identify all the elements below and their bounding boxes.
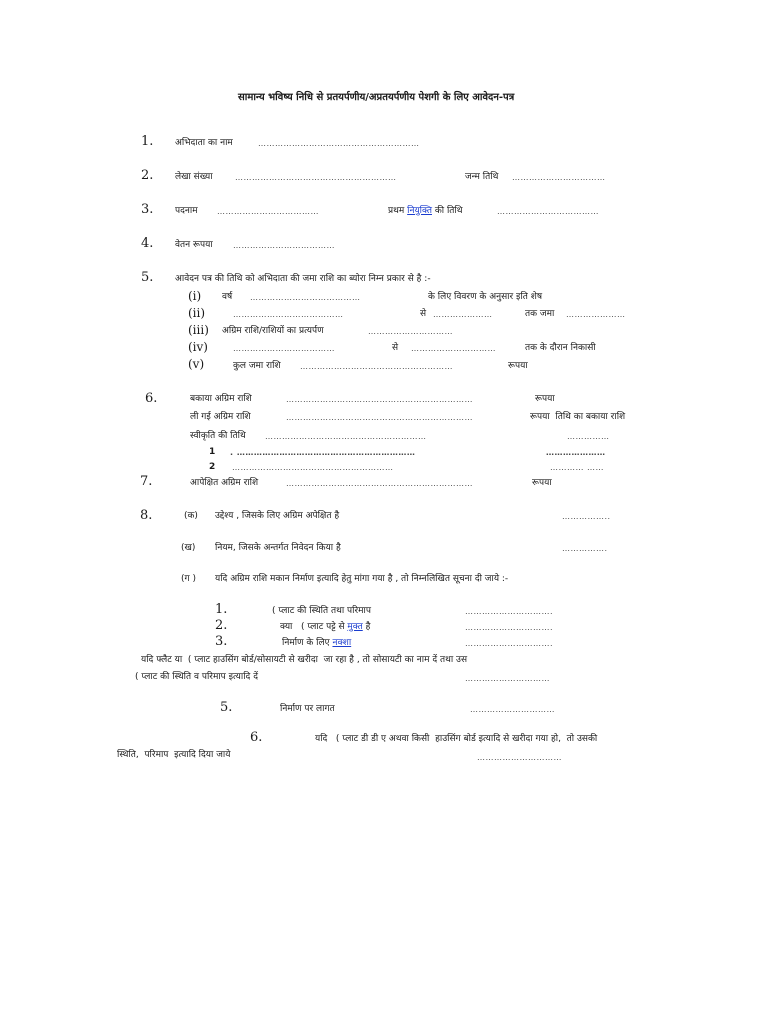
form-title: सामान्य भविष्य निधि से प्रतयर्पणीय/अप्रतयर्पणीय पेशगी के लिए आवेदन-पत्र — [238, 92, 515, 103]
item-number: 4. — [141, 236, 154, 251]
roman-numeral: (iv) — [188, 340, 208, 354]
sub-field-1[interactable]: . ……………………………………………………… — [230, 448, 416, 457]
item-number: 2. — [141, 168, 154, 183]
year-label: वर्ष — [222, 292, 233, 302]
subscriber-name-field[interactable]: ………………………………………………… — [258, 139, 420, 148]
sub-field-2b[interactable]: ………… …… — [550, 463, 605, 472]
rupees-label: रूपया — [508, 361, 528, 371]
rule-label: नियम, जिसके अन्तर्गत निवेदन किया है — [215, 543, 341, 553]
item-number: 5. — [220, 700, 233, 715]
refund-label: अग्रिम राशि/राशियों का प्रत्यर्पण — [222, 326, 324, 336]
plot-details-field[interactable]: ………………………… — [465, 674, 550, 683]
plot-location-field[interactable]: …………………………. — [465, 607, 554, 616]
purpose-label: उद्देश्य , जिसके लिए अग्रिम अपेक्षित है — [215, 511, 340, 521]
rupees-label: रूपया — [532, 478, 552, 488]
plot-location-label: ( प्लाट की स्थिति तथा परिमाप — [272, 606, 371, 616]
roman-numeral: (i) — [188, 289, 202, 303]
advance-taken-label: ली गई अग्रिम राशि — [190, 412, 251, 422]
balance-date-label: रूपया तिथि का बकाया राशि — [530, 412, 626, 422]
item-number: 6. — [250, 730, 263, 745]
advance-taken-field[interactable]: ………………………………………………………… — [286, 413, 473, 422]
roman-numeral: (ii) — [188, 306, 206, 320]
item-number: 7. — [140, 474, 153, 489]
item-number: 1. — [141, 134, 154, 149]
deposit-amount-field[interactable]: ………………… — [566, 310, 626, 319]
item-number: 1. — [215, 602, 228, 617]
appointment-date-label: प्रथम नियुक्ति की तिथि — [388, 206, 463, 216]
house-building-label: यदि अग्रिम राशि मकान निर्माण इत्यादि हेतु मांगा गया है , तो निम्नलिखित सूचना दी जाये :- — [215, 574, 509, 584]
item-number: 3. — [141, 202, 154, 217]
year-field[interactable]: ………………………………… — [250, 293, 361, 302]
deposited-label: तक जमा — [525, 309, 555, 319]
dda-purchase-label: यदि ( प्लाट डी डी ए अथवा किसी हाउसिंग बोर्ड इत्यादि से खरीदा गया हो, तो उसकी — [315, 734, 598, 744]
sub-letter: (ग ) — [181, 574, 196, 584]
closing-balance-label: के लिए विवरण के अनुसार इति शेष — [428, 292, 543, 302]
account-number-label: लेखा संख्या — [175, 172, 213, 182]
withdrawal-from-field[interactable]: ……………………………… — [233, 344, 335, 353]
refund-field[interactable]: ………………………… — [368, 327, 453, 336]
deposit-from-field[interactable]: ………………………………… — [233, 310, 344, 319]
dob-field[interactable]: …………………………… — [512, 173, 606, 182]
roman-numeral: (iii) — [188, 323, 209, 337]
withdrawal-to-field[interactable]: ………………………… — [411, 344, 496, 353]
item-number: 5. — [141, 270, 154, 285]
free-link[interactable]: मुक्त — [347, 622, 363, 632]
account-number-field[interactable]: ………………………………………………… — [235, 173, 397, 182]
item-number: 3. — [215, 634, 228, 649]
plot-lease-free-label: क्या ( प्लाट पट्टे से मुक्त है — [280, 622, 371, 632]
designation-label: पदनाम — [175, 206, 198, 216]
expected-advance-field[interactable]: ………………………………………………………… — [286, 479, 473, 488]
construction-cost-label: निर्माण पर लागत — [280, 704, 335, 714]
sanction-date-label: स्वीकृति की तिथि — [190, 431, 246, 441]
sub-field-2[interactable]: ………………………………………………… — [232, 463, 394, 472]
withdrawal-label: तक के दौरान निकासी — [525, 343, 596, 353]
salary-label: वेतन रूपया — [175, 240, 213, 250]
outstanding-advance-label: बकाया अग्रिम राशि — [190, 394, 252, 404]
outstanding-advance-field[interactable]: ………………………………………………………… — [286, 395, 473, 404]
map-link[interactable]: नक्शा — [332, 638, 352, 648]
appointment-date-field[interactable]: ……………………………… — [497, 207, 599, 216]
from-label: से — [392, 343, 399, 353]
subscriber-name-label: अभिदाता का नाम — [175, 138, 233, 148]
item-number: 2. — [215, 618, 228, 633]
sub-number: 2 — [209, 462, 216, 472]
total-deposit-field[interactable]: ……………………………………………… — [300, 362, 453, 371]
item-number: 6. — [145, 391, 158, 406]
flat-purchase-label: यदि फ्लैट या ( प्लाट हाउसिंग बोर्ड/सोसायटी से खरीदा जा रहा है , तो सोसायटी का नाम दें तथा उस — [141, 655, 468, 665]
location-area-field[interactable]: ………………………… — [477, 753, 562, 762]
item-number: 8. — [140, 508, 153, 523]
sub-letter: (ख) — [181, 543, 196, 553]
expected-advance-label: आपेक्षित अग्रिम राशि — [190, 478, 259, 488]
plot-details-label: ( प्लाट की स्थिति व परिमाप इत्यादि दें — [135, 672, 258, 682]
location-area-label: स्थिति, परिमाप इत्यादि दिया जाये — [117, 750, 231, 760]
sub-letter: (क) — [184, 511, 198, 521]
sanction-date-field[interactable]: ………………………………………………… — [265, 432, 427, 441]
appointment-link[interactable]: नियुक्ति — [407, 206, 432, 216]
construction-plan-field[interactable]: …………………………. — [465, 639, 554, 648]
deposit-details-label: आवेदन पत्र की तिथि को अभिदाता की जमा राशि का ब्योरा निम्न प्रकार से है :- — [175, 274, 431, 284]
sanction-date-field-2[interactable]: …………… — [567, 432, 610, 441]
dob-label: जन्म तिथि — [465, 172, 499, 182]
designation-field[interactable]: ……………………………… — [217, 207, 319, 216]
construction-cost-field[interactable]: ………………………… — [470, 705, 555, 714]
construction-plan-label: निर्माण के लिए नक्शा — [282, 638, 352, 648]
sub-number: 1 — [209, 447, 216, 457]
roman-numeral: (v) — [188, 357, 205, 371]
from-label: से — [420, 309, 427, 319]
plot-lease-free-field[interactable]: …………………………. — [465, 623, 554, 632]
purpose-field[interactable]: …………….. — [562, 512, 611, 521]
total-deposit-label: कुल जमा राशि — [233, 361, 281, 371]
deposit-to-field[interactable]: ………………… — [433, 310, 493, 319]
salary-field[interactable]: ……………………………… — [233, 241, 335, 250]
sub-field-1b[interactable]: ………………… — [546, 448, 606, 457]
rule-field[interactable]: ……………. — [562, 544, 608, 553]
rupees-label: रूपया — [535, 394, 555, 404]
